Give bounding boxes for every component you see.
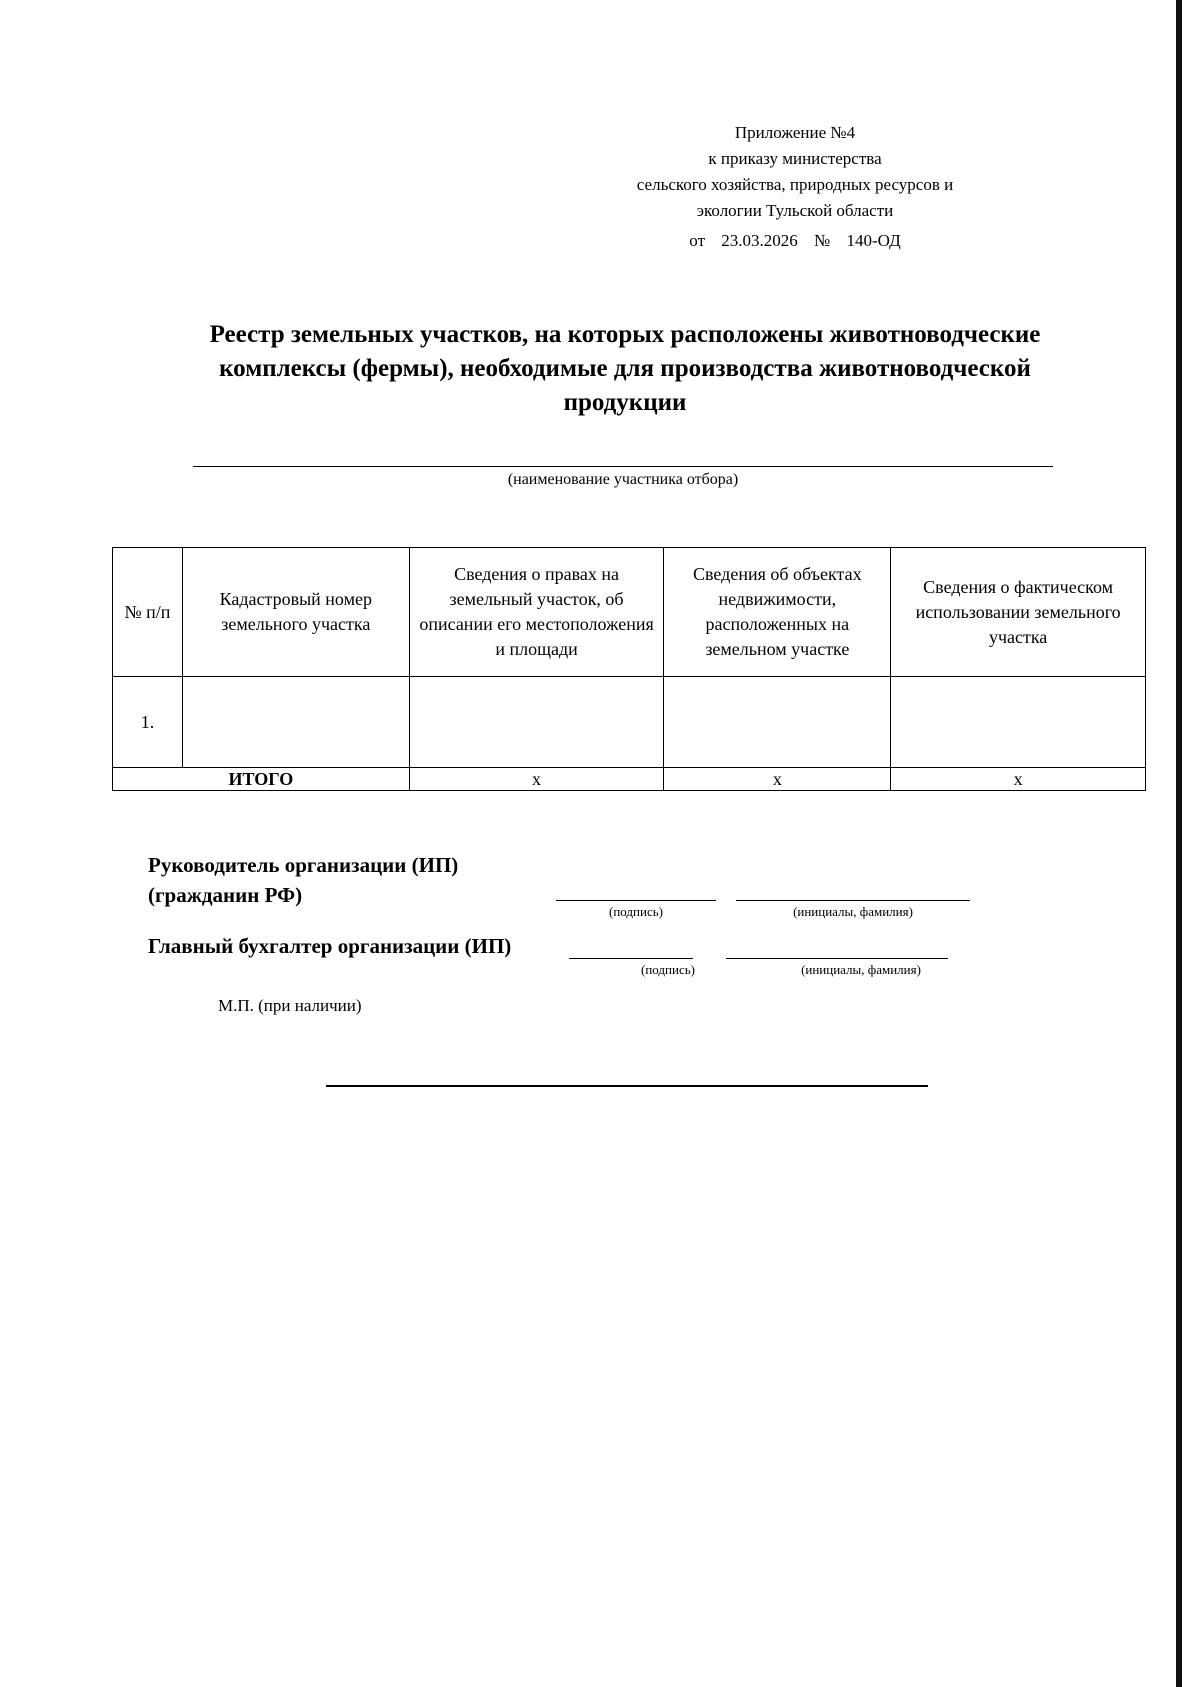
document-title — [100, 318, 1150, 420]
total-label: ИТОГО — [113, 768, 410, 791]
order-date: 23.03.2026 — [721, 231, 798, 250]
cell-cadastral — [182, 677, 409, 768]
head-title-line-2: (гражданин РФ) — [148, 883, 303, 907]
cell-objects — [664, 677, 891, 768]
title-line-2: комплексы (фермы), необходимые для производства животноводческой — [219, 355, 1031, 382]
header-usage: Сведения о фактическом использовании земельного участка — [891, 548, 1146, 677]
header-cadastral: Кадастровый номер земельного участка — [182, 548, 409, 677]
appendix-ministry-line: сельского хозяйства, природных ресурсов и — [636, 175, 954, 194]
head-title-line-1: Руководитель организации (ИП) — [148, 853, 459, 877]
accountant-signature-caption: (подпись) — [641, 962, 695, 977]
appendix-order-line: к приказу министерства — [708, 149, 882, 168]
total-rights: х — [409, 768, 664, 791]
header-objects: Сведения об объектах недвижимости, расположенных на земельном участке — [664, 548, 891, 677]
bottom-divider — [326, 1085, 928, 1087]
accountant-title: Главный бухгалтер организации (ИП) — [148, 934, 512, 958]
cell-num: 1. — [113, 677, 183, 768]
cell-rights — [409, 677, 664, 768]
appendix-number: Приложение №4 — [734, 123, 856, 142]
signatures-block — [148, 850, 1048, 977]
registry-table — [112, 547, 1146, 791]
appendix-region-line: экологии Тульской области — [696, 201, 894, 220]
total-usage: х — [891, 768, 1146, 791]
cell-usage — [891, 677, 1146, 768]
head-name-line — [736, 900, 970, 901]
head-signature-caption: (подпись) — [609, 904, 663, 919]
head-name-caption: (инициалы, фамилия) — [793, 904, 913, 919]
appendix-header — [560, 120, 1030, 254]
page-edge-mark — [1176, 0, 1182, 1687]
header-rights: Сведения о правах на земельный участок, об описании его местоположения и площади — [409, 548, 664, 677]
header-num: № п/п — [113, 548, 183, 677]
table-row — [113, 677, 1146, 768]
accountant-name-line — [726, 958, 948, 959]
head-signature-line — [556, 900, 716, 901]
participant-name-line — [193, 466, 1053, 467]
total-objects: х — [664, 768, 891, 791]
order-number: 140-ОД — [846, 231, 901, 250]
accountant-name-caption: (инициалы, фамилия) — [801, 962, 921, 977]
title-line-3: продукции — [563, 389, 687, 416]
appendix-date-number — [560, 228, 1030, 254]
date-prefix: от — [689, 231, 706, 250]
stamp-placeholder: М.П. (при наличии) — [218, 996, 362, 1015]
number-sign: № — [814, 231, 831, 250]
accountant-signature-line — [569, 958, 693, 959]
title-line-1: Реестр земельных участков, на которых расположены животноводческие — [209, 321, 1041, 348]
table-header-row — [113, 548, 1146, 677]
total-row — [113, 768, 1146, 791]
participant-caption: (наименование участника отбора) — [507, 471, 739, 488]
